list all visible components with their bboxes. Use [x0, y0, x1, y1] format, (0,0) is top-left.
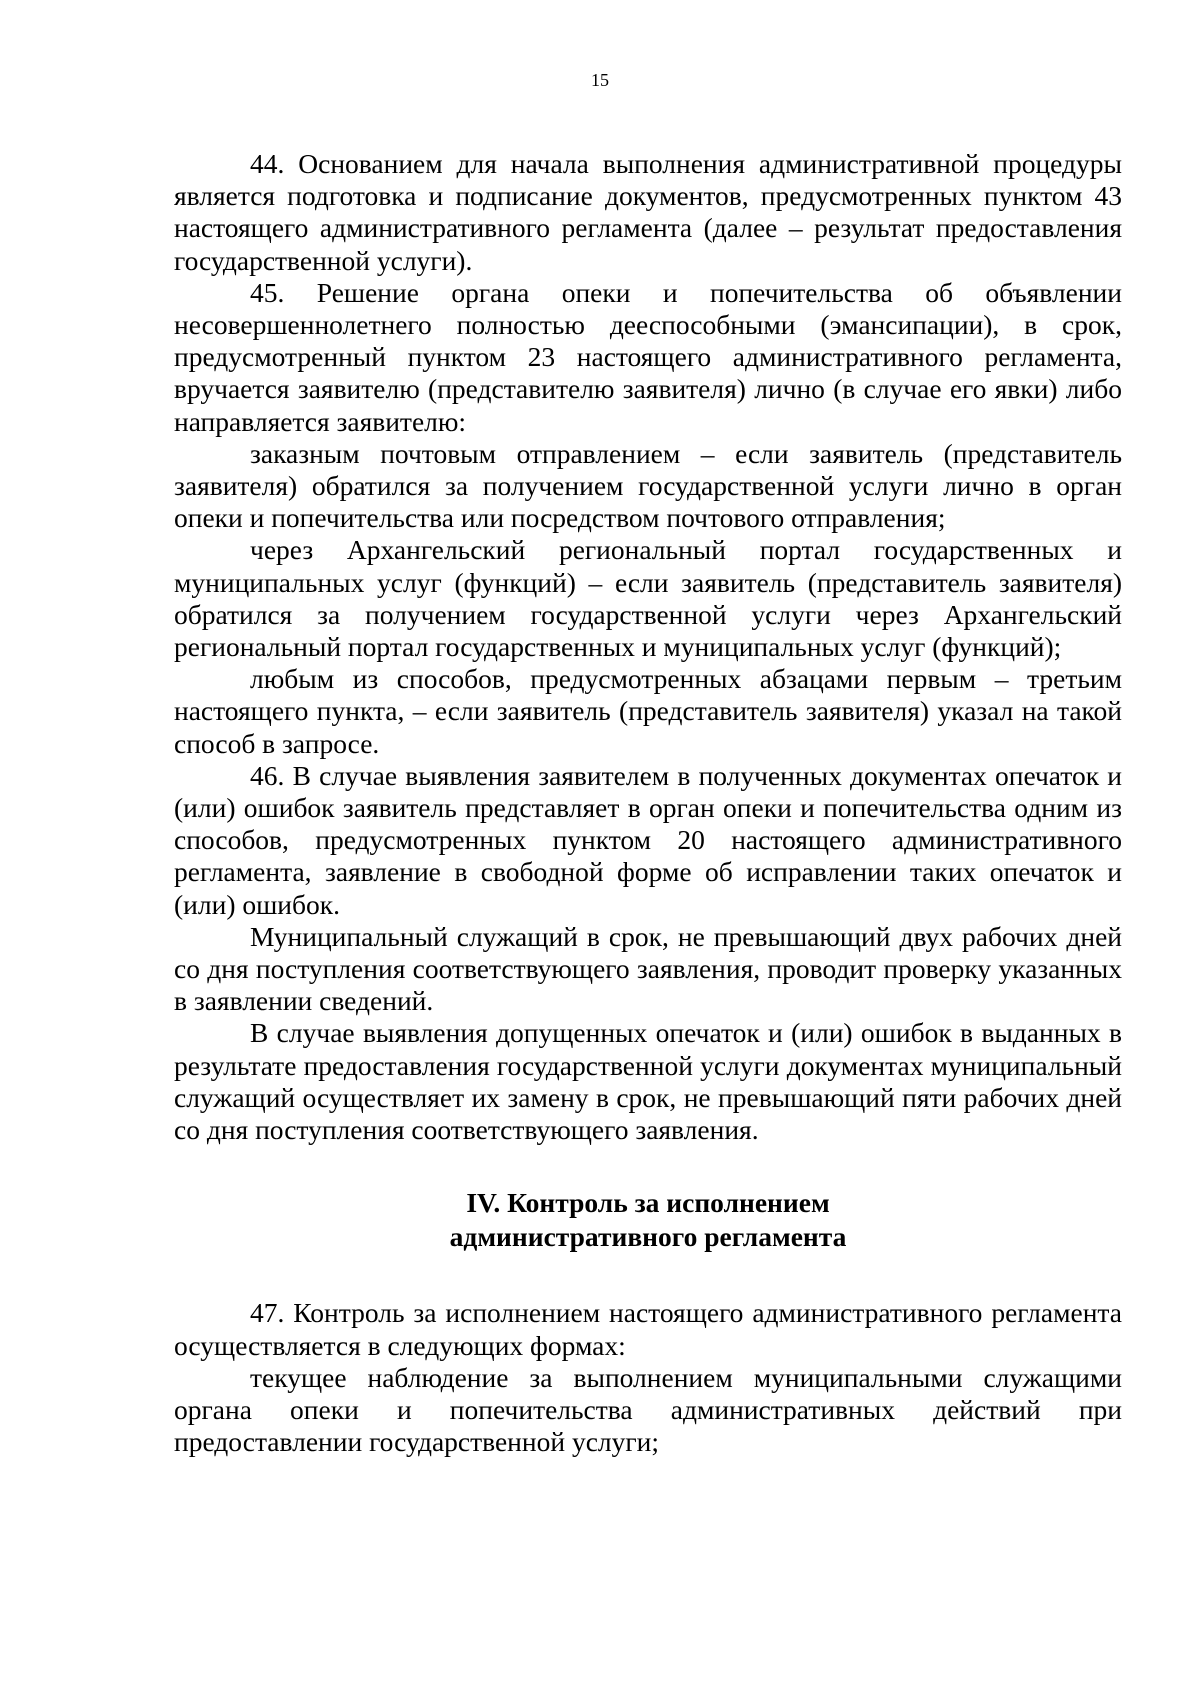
page-number: 15: [591, 70, 609, 90]
paragraph-45-option-portal: через Архангельский региональный портал государственных и муниципальных услуг (функций) – если заявитель (представитель заявителя) обратился за получением государственной услуги через Архангельский региональный портал государственных и муниципальных услуг (функций);: [174, 534, 1122, 663]
paragraph-45-option-mail: заказным почтовым отправлением – если заявитель (представитель заявителя) обратился за получением государственной услуги лично в орган опеки и попечительства или посредством почтового отправления;: [174, 437, 1122, 534]
paragraph-47-form-current: текущее наблюдение за выполнением муниципальными служащими органа опеки и попечительства административных действий при предоставлении государственной услуги;: [174, 1361, 1122, 1458]
section-heading-line-1: IV. Контроль за исполнением: [466, 1187, 830, 1219]
paragraph-47: 47. Контроль за исполнением настоящего административного регламента осуществляется в следующих формах:: [174, 1297, 1122, 1361]
document-body: [174, 148, 1122, 1458]
paragraph-46: 46. В случае выявления заявителем в полученных документах опечаток и (или) ошибок заявитель представляет в орган опеки и попечительства одним из способов, предусмотренных пунктом 20 настоящего административного регламента, заявление в свободной форме об исправлении таких опечаток и (или) ошибок.: [174, 759, 1122, 920]
paragraph-45-option-any: любым из способов, предусмотренных абзацами первым – третьим настоящего пункта, – если заявитель (представитель заявителя) указал на такой способ в запросе.: [174, 663, 1122, 759]
paragraph-44: 44. Основанием для начала выполнения административной процедуры является подготовка и подписание документов, предусмотренных пунктом 43 настоящего административного регламента (далее – результат предоставления государственной услуги).: [174, 148, 1122, 276]
section-heading: [174, 1186, 1122, 1254]
paragraph-46-check: Муниципальный служащий в срок, не превышающий двух рабочих дней со дня поступления соответствующего заявления, проводит проверку указанных в заявлении сведений.: [174, 920, 1122, 1017]
paragraph-45: 45. Решение органа опеки и попечительства об объявлении несовершеннолетнего полностью дееспособными (эмансипации), в срок, предусмотренный пунктом 23 настоящего административного регламента, вручается заявителю (представителю заявителя) лично (в случае его явки) либо направляется заявителю:: [174, 276, 1122, 437]
paragraph-46-replacement: В случае выявления допущенных опечаток и (или) ошибок в выданных в результате предоставления государственной услуги документах муниципальный служащий осуществляет их замену в срок, не превышающий пяти рабочих дней со дня поступления соответствующего заявления.: [174, 1017, 1122, 1146]
section-heading-line-2: административного регламента: [449, 1221, 847, 1253]
